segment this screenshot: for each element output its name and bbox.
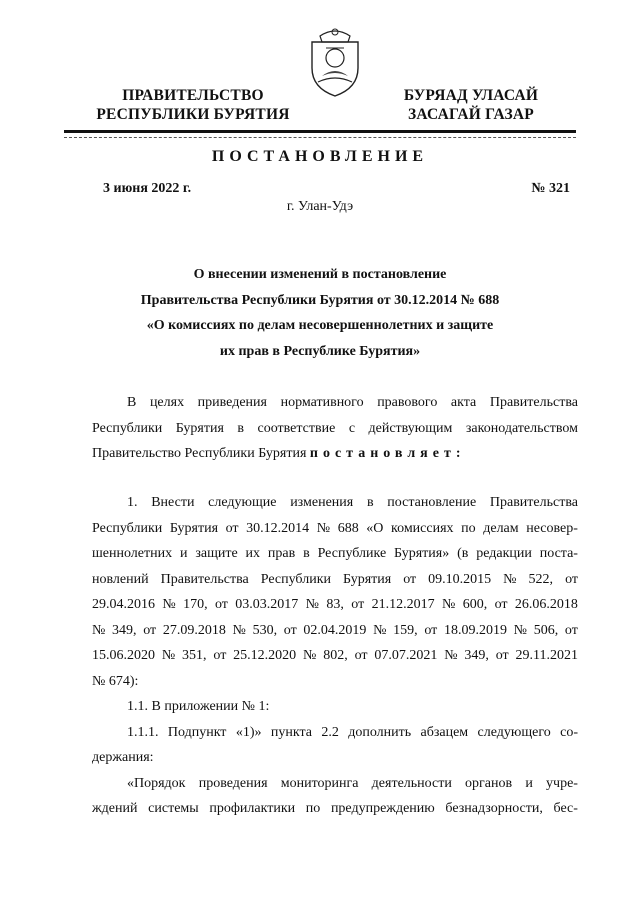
word: правового (377, 395, 438, 410)
word: 170, (183, 597, 208, 612)
word: В (127, 395, 137, 410)
word: от (213, 648, 227, 663)
word: и (525, 775, 533, 791)
word: от (225, 520, 239, 536)
word: в (237, 420, 245, 436)
word: (в (457, 546, 469, 561)
item-1-line (92, 541, 578, 567)
word: № (513, 622, 527, 638)
word: прав (267, 546, 296, 561)
word: 29.11.2021 (515, 648, 578, 663)
word: 18.09.2019 (443, 622, 507, 638)
word: 25.12.2020 (233, 648, 297, 663)
word: Подпункт (167, 724, 227, 740)
word: от (283, 622, 297, 638)
word: дополнить (348, 724, 412, 740)
word: делам (483, 520, 519, 536)
word: целях (149, 395, 185, 410)
word: их (245, 546, 261, 561)
word: по (461, 520, 476, 536)
word: бес- (553, 801, 578, 816)
item-1-1-1-line (92, 720, 578, 746)
item-1-1-1-line: держания: (92, 750, 154, 765)
word: комиссиях (391, 520, 454, 536)
word: абзацем (420, 724, 469, 740)
document-date: 3 июня 2022 г. (103, 181, 192, 196)
word: изменения (290, 495, 354, 510)
word: № (316, 520, 331, 536)
preamble-line (92, 441, 578, 467)
word: № (373, 622, 387, 638)
item-1-line (92, 516, 578, 542)
word: в (303, 546, 310, 561)
word: профилактики (209, 801, 296, 816)
decree-word: постановляет: (309, 446, 466, 461)
word: 02.04.2019 (303, 622, 367, 638)
document-city: г. Улан-Удэ (286, 199, 354, 214)
item-1-paragraph (92, 490, 578, 822)
title-line: «О комиссиях по делам несовершеннолетних и защите (146, 318, 494, 333)
word: 2.2 (321, 724, 339, 740)
word: приведения (197, 395, 267, 410)
header-rule (64, 130, 576, 133)
word: от (403, 571, 417, 587)
header-left-line-1: ПРАВИТЕЛЬСТВО (122, 87, 264, 104)
word: ждений (92, 801, 138, 816)
word: нормативного (280, 395, 364, 410)
word: учре- (546, 775, 578, 791)
word: № (441, 597, 456, 612)
government-name-ru (78, 86, 308, 124)
word: от (494, 597, 508, 612)
header-right-line-2: ЗАСАГАЙ ГАЗАР (408, 106, 534, 123)
word: 522, (528, 571, 554, 587)
word: 349, (464, 648, 489, 663)
word: 03.03.2017 (235, 597, 299, 612)
document-type: ПОСТАНОВЛЕНИЕ (211, 148, 429, 165)
word: соответствие (257, 420, 336, 436)
word: Республики (92, 520, 163, 536)
word: от (354, 648, 368, 663)
item-1-line (92, 618, 578, 644)
word: № (444, 648, 458, 663)
word: 15.06.2020 (92, 648, 155, 663)
word: № (161, 648, 176, 663)
word: 07.07.2021 (374, 648, 438, 663)
government-name-bua (386, 86, 556, 124)
preamble-paragraph (92, 390, 578, 467)
word: 30.12.2014 (246, 520, 310, 536)
word: «О (366, 520, 384, 536)
preamble-line (92, 416, 578, 442)
word: поста- (539, 546, 578, 561)
preamble-line (92, 390, 578, 416)
word: 802, (323, 648, 348, 663)
word: системы (148, 801, 199, 816)
quote-line (92, 771, 578, 797)
word: от (424, 622, 438, 638)
item-1-line (92, 567, 578, 593)
word: с (348, 420, 356, 436)
word: редакции (476, 546, 532, 561)
word: 159, (393, 622, 418, 638)
word: 1.1.1. (127, 724, 159, 740)
title-line: Правительства Республики Бурятия от 30.12.2014 № 688 (140, 292, 500, 308)
word: следующие (208, 495, 277, 510)
word: пункта (270, 724, 312, 740)
word: от (143, 622, 157, 638)
word: Правительства (160, 571, 249, 587)
word: 688 (337, 520, 359, 536)
word: 27.09.2018 (162, 622, 226, 638)
word: и (179, 546, 188, 561)
title-line: их прав в Республике Бурятия» (219, 343, 421, 359)
preamble-last-text: Правительство Республики Бурятия (92, 446, 310, 461)
word: от (495, 648, 509, 663)
word: в (366, 495, 374, 510)
word: 26.06.2018 (514, 597, 578, 612)
item-1-line: № 674): (92, 673, 139, 689)
header-right-line-1: БУРЯАД УЛАСАЙ (403, 87, 539, 104)
word: органов (465, 775, 513, 791)
word: 1. (127, 495, 138, 510)
word: защите (195, 546, 238, 561)
header-rule-thin (64, 137, 576, 138)
word: шеннолетних (92, 546, 173, 561)
word: мониторинга (280, 775, 359, 791)
word: от (564, 622, 578, 638)
coat-of-arms-icon (306, 24, 364, 98)
word: предупреждению (330, 801, 435, 816)
word: Правительства (489, 495, 578, 510)
word: Республике (317, 546, 387, 561)
word: № (305, 597, 320, 612)
word: проведения (198, 775, 268, 791)
word: по (305, 801, 321, 816)
item-1-1: 1.1. В приложении № 1: (127, 699, 270, 714)
word: Республики (92, 420, 163, 436)
item-1-line (92, 643, 578, 669)
word: 600, (462, 597, 488, 612)
header-left-line-2: РЕСПУБЛИКИ БУРЯТИЯ (96, 106, 290, 123)
word: безнадзорности, (445, 801, 543, 816)
word: следующего (477, 724, 551, 740)
word: № (92, 622, 106, 638)
word: деятельности (371, 775, 452, 791)
word: 21.12.2017 (371, 597, 435, 612)
word: № (303, 648, 317, 663)
word: законодательством (465, 420, 578, 436)
word: Правительства (489, 395, 578, 410)
word: № (232, 622, 246, 638)
word: новлений (92, 571, 149, 587)
quote-line (92, 796, 578, 822)
word: Внести (151, 495, 195, 510)
word: постановление (387, 495, 477, 510)
word: № (503, 571, 517, 587)
word: Бурятия» (394, 546, 450, 561)
word: действующим (368, 420, 453, 436)
item-1-line (92, 592, 578, 618)
word: 530, (252, 622, 278, 638)
item-1-line (92, 490, 578, 516)
word: 351, (182, 648, 207, 663)
word: «Порядок (127, 775, 186, 791)
word: Бурятия (343, 571, 392, 587)
word: 506, (533, 622, 559, 638)
word: со- (560, 724, 578, 740)
word: от (565, 571, 578, 587)
word: «1)» (235, 724, 262, 740)
title-line: О внесении изменений в постановление (193, 267, 447, 282)
word: Бурятия (175, 420, 224, 436)
word: 83, (326, 597, 344, 612)
word: № (162, 597, 176, 612)
word: 29.04.2016 (92, 597, 155, 612)
word: от (214, 597, 228, 612)
word: Республики (260, 571, 331, 587)
word: от (351, 597, 365, 612)
word: несовер- (526, 520, 578, 536)
word: акта (450, 395, 477, 410)
word: 349, (112, 622, 137, 638)
word: Бурятия (169, 520, 219, 536)
document-title (100, 262, 540, 364)
document-number: № 321 (531, 181, 570, 196)
word: 09.10.2015 (428, 571, 492, 587)
